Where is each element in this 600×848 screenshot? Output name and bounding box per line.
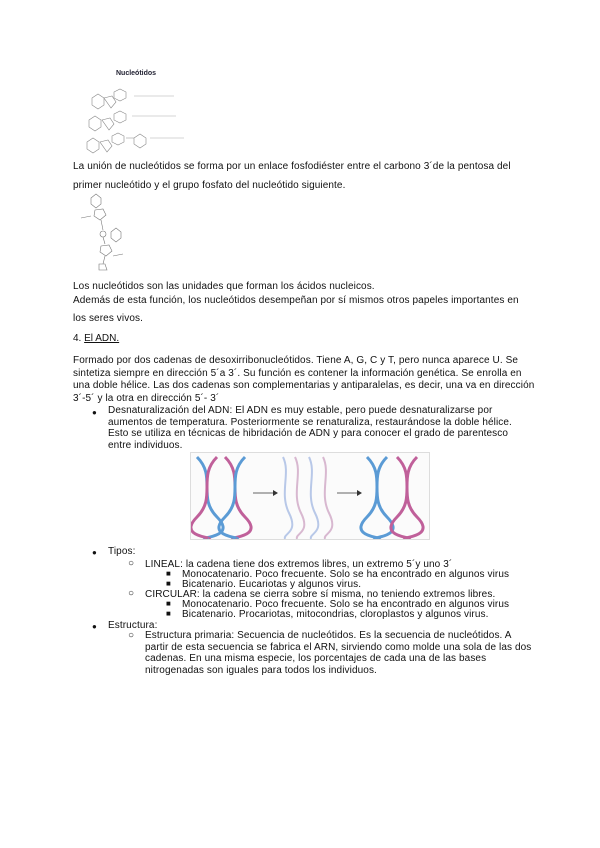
- tipos-circular: CIRCULAR: la cadena se cierra sobre sí misma, no teniendo extremos libres.: [145, 589, 496, 600]
- tipos-circular-bi: Bicatenario. Procariotas, mitocondrias, cloroplastos y algunos virus.: [182, 609, 489, 620]
- tipos-lineal-bi: Bicatenario. Eucariotas y algunos virus.: [182, 579, 362, 590]
- estructura-label: Estructura:: [108, 620, 158, 631]
- figure-title: Nucleótidos: [116, 70, 157, 77]
- tipos-circular-mono: Monocatenario. Poco frecuente. Solo se ha encontrado en algunos virus: [182, 599, 510, 610]
- text-line: aumentos de temperatura. Posteriormente se renaturaliza, restaurándose la doble hélice.: [108, 416, 512, 428]
- bullet-square: ■: [166, 569, 171, 578]
- text-line: una doble hélice. Las dos cadenas son complementarias y antiparalelas, es decir, una va en dirección: [73, 380, 535, 391]
- bullet-disc: ●: [92, 548, 97, 557]
- text-line: 3´-5´ y la otra en dirección 5´- 3´: [73, 392, 220, 404]
- paragraph-nucleotide-function: [73, 280, 543, 326]
- tipos-lineal-mono: Monocatenario. Poco frecuente. Solo se ha encontrado en algunos virus: [182, 569, 510, 580]
- dna-denaturation-figure: [190, 452, 430, 540]
- bullet-circle: ○: [128, 630, 135, 641]
- text-line: sintetiza siempre en dirección 5´a 3´. Su función es contener la información genética. Se enrolla en: [73, 367, 522, 379]
- section-heading-adn: [73, 333, 119, 344]
- dna-denaturation-figure-icon: [191, 453, 429, 539]
- text-line: Esto se utiliza en técnicas de hibridación de ADN y para conocer el grado de parentesco: [108, 428, 509, 439]
- bullet-square: ■: [166, 599, 171, 608]
- section-title: El ADN.: [84, 333, 120, 344]
- bullet-disc: ●: [92, 408, 97, 417]
- paragraph-phosphodiester: [73, 160, 533, 192]
- text-line: Estructura primaria: Secuencia de nucleótidos. Es la secuencia de nucleótidos. A: [145, 630, 512, 641]
- phosphodiester-bond-figure-icon: [73, 188, 133, 273]
- text-line: Los nucleótidos son las unidades que forman los ácidos nucleicos.: [73, 281, 375, 292]
- bullet-circle: ○: [128, 558, 135, 569]
- estructura-primaria: [145, 630, 535, 676]
- text-line: Además de esta función, los nucleótidos desempeñan por sí mismos otros papeles importantes en: [73, 294, 519, 306]
- phosphodiester-figure: [73, 188, 133, 273]
- text-line: Formado por dos cadenas de desoxirribonucleótidos. Tiene A, G, C y T, pero nunca aparece U. Se: [73, 355, 519, 366]
- bullet-denaturation: [108, 405, 528, 451]
- text-line: cadenas. En una misma especie, los porcentajes de cada una de las bases: [145, 653, 487, 664]
- text-line: partir de esta secuencia se fabrica el ARN, sirviendo como molde una sola de las dos: [145, 641, 532, 653]
- bullet-disc: ●: [92, 622, 97, 631]
- nucleotide-structure-figure-icon: [84, 78, 194, 158]
- text-line: Desnaturalización del ADN: El ADN es muy estable, pero puede desnaturalizarse por: [108, 405, 493, 416]
- text-line: los seres vivos.: [73, 313, 143, 324]
- tipos-lineal: LINEAL: la cadena tiene dos extremos libres, un extremo 5´y uno 3´: [145, 559, 453, 570]
- text-line: entre individuos.: [108, 439, 183, 451]
- paragraph-adn: [73, 355, 543, 405]
- bullet-square: ■: [166, 609, 171, 618]
- text-line: nitrogenadas son iguales para todos los individuos.: [145, 664, 377, 676]
- text-line: primer nucleótido y el grupo fosfato del nucleótido siguiente.: [73, 179, 346, 191]
- bullet-circle: ○: [128, 588, 135, 599]
- tipos-label: Tipos:: [108, 546, 136, 557]
- section-number: 4.: [73, 333, 82, 344]
- text-line: La unión de nucleótidos se forma por un enlace fosfodiéster entre el carbono 3´de la pentosa del: [73, 161, 511, 172]
- bullet-square: ■: [166, 579, 171, 588]
- nucleotides-figure: [84, 70, 194, 150]
